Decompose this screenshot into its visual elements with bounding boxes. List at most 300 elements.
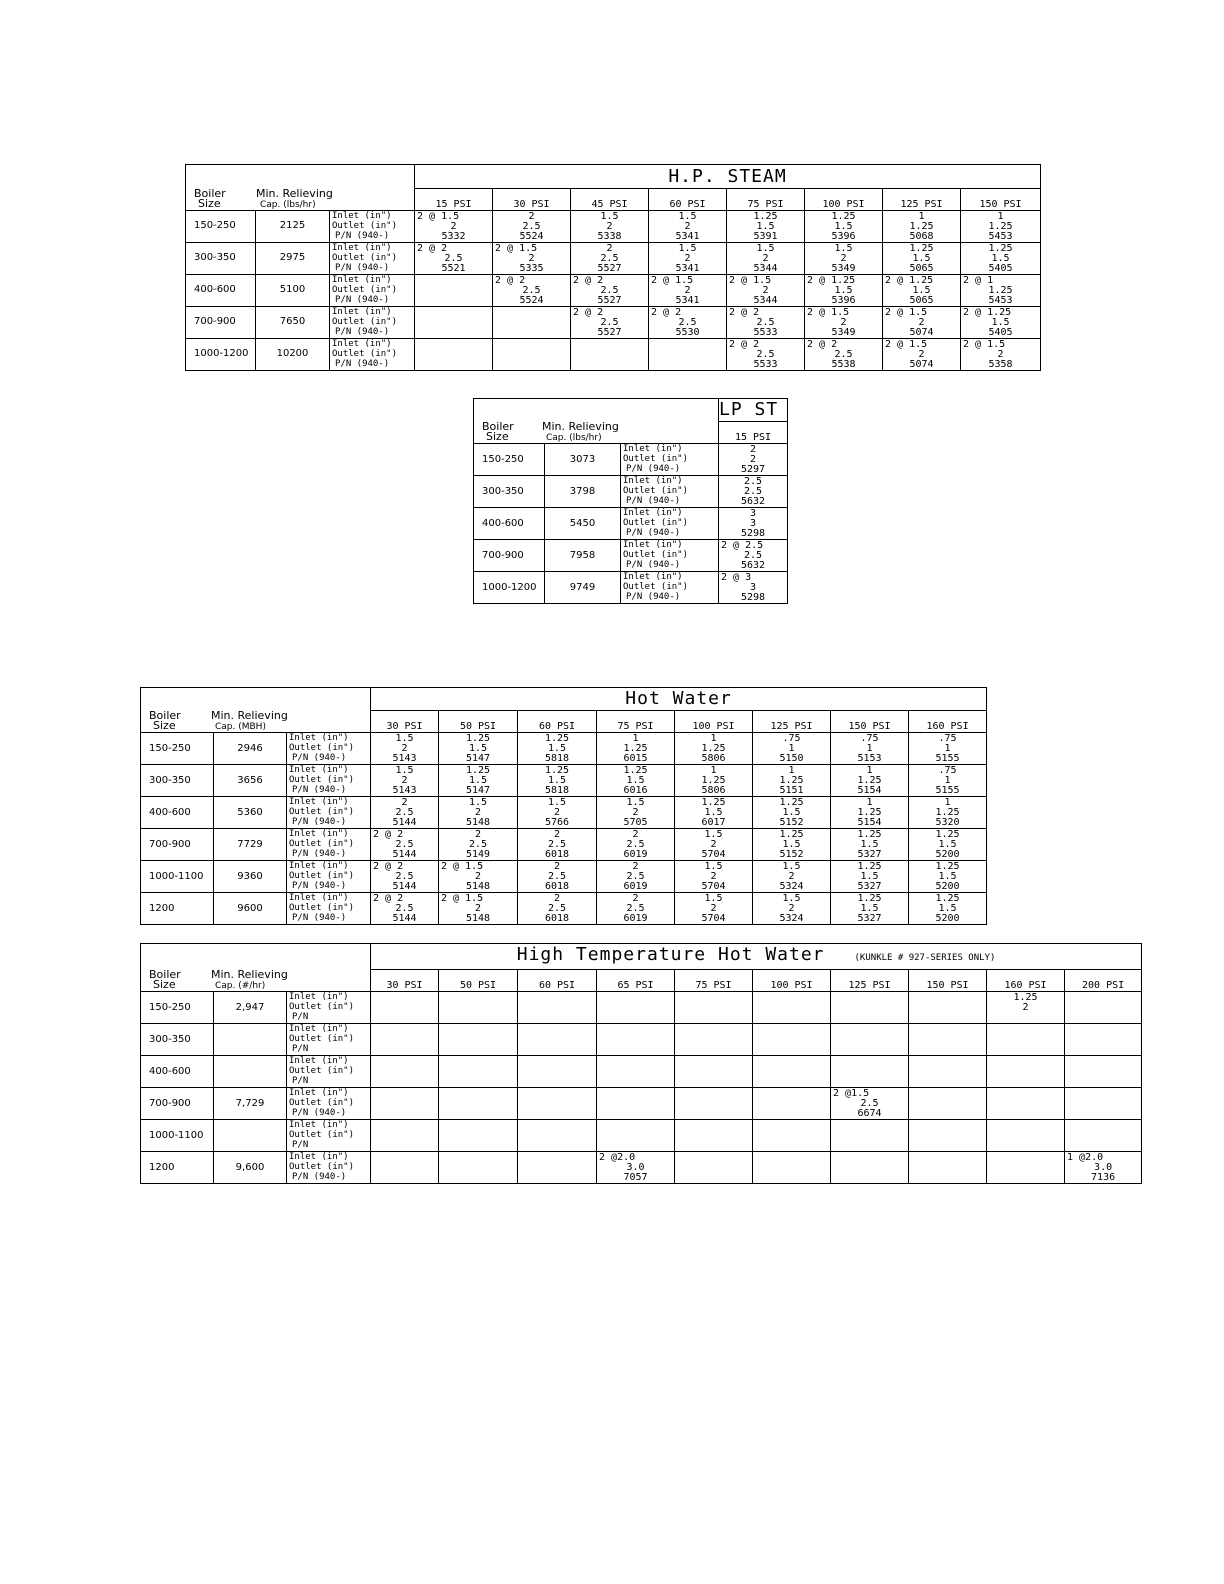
outlet-size: 2.5	[547, 839, 567, 850]
valve-cell	[597, 765, 675, 797]
valve-cell	[597, 733, 675, 765]
inlet-label: Inlet (in")	[289, 1152, 349, 1162]
inlet-size: 1 @2.0	[1067, 1152, 1104, 1163]
outlet-size: 2	[710, 903, 717, 914]
valve-cell	[753, 893, 831, 925]
valve-cell	[439, 1024, 518, 1056]
valve-cell	[987, 1088, 1065, 1120]
inlet-size: 1.25	[857, 861, 882, 872]
valve-cell	[597, 893, 675, 925]
inlet-size: 1.25	[623, 765, 648, 776]
part-number: 5298	[740, 592, 766, 603]
valve-cell	[439, 1120, 518, 1152]
part-number: 5155	[935, 753, 960, 764]
inlet-size: 2 @ 1.5	[729, 274, 772, 286]
header-line-1	[482, 422, 718, 432]
boiler-size: 400-600	[186, 274, 256, 306]
valve-cell	[909, 1056, 987, 1088]
table-row	[186, 210, 1041, 242]
part-number: 5538	[831, 358, 856, 370]
part-number: 5358	[988, 358, 1013, 370]
valve-cell	[909, 1120, 987, 1152]
inlet-size: 2 @2.0	[599, 1152, 636, 1163]
min-relieving-capacity: 5450	[545, 508, 621, 540]
boiler-label: Boiler	[194, 188, 226, 200]
valve-cell	[675, 829, 753, 861]
inlet-size: 2 @ 2	[417, 242, 448, 254]
inlet-size: 1.5	[704, 861, 723, 872]
part-number: 5152	[779, 817, 804, 828]
part-number: 5806	[701, 785, 726, 796]
part-number: 5453	[988, 294, 1013, 306]
min-relieving-capacity: 7729	[214, 829, 287, 861]
outlet-size: 2	[918, 348, 925, 360]
inlet-size: 2	[554, 893, 561, 904]
part-number: 5327	[857, 913, 882, 924]
valve-cell	[727, 210, 805, 242]
outlet-size: 1	[944, 743, 951, 754]
outlet-size: 1.5	[547, 775, 567, 786]
part-number: 5320	[935, 817, 960, 828]
inlet-size: 1.25	[1013, 992, 1038, 1003]
inlet-label: Inlet (in")	[623, 508, 683, 518]
part-number: 5344	[753, 262, 778, 274]
valve-cell	[518, 893, 597, 925]
inlet-label: Inlet (in")	[332, 242, 392, 253]
outlet-label: Outlet (in")	[623, 582, 689, 592]
valve-cell	[831, 893, 909, 925]
min-relieving-capacity: 2975	[256, 242, 330, 274]
part-number: 5341	[675, 262, 700, 274]
outlet-size: 2.5	[600, 316, 619, 328]
part-number: 5144	[392, 849, 417, 860]
outlet-size: 2.5	[600, 252, 619, 264]
inlet-size: 1.5	[704, 893, 723, 904]
min-relieving-capacity: 7958	[545, 540, 621, 572]
outlet-size: 2.5	[678, 316, 697, 328]
table-row	[474, 444, 788, 476]
valve-cell	[753, 1056, 831, 1088]
valve-cell	[909, 861, 987, 893]
valve-cell	[805, 306, 883, 338]
table-title-text: LP ST	[719, 399, 779, 420]
outlet-size: 1	[866, 743, 873, 754]
outlet-size: 3	[750, 582, 757, 593]
row-labels	[330, 338, 415, 370]
valve-cell	[753, 797, 831, 829]
valve-cell	[439, 797, 518, 829]
inlet-size: 1.25	[935, 861, 960, 872]
table-title	[371, 688, 987, 711]
outlet-label: Outlet (in")	[289, 1002, 355, 1012]
part-number: 5327	[857, 849, 882, 860]
outlet-size: 1.5	[834, 220, 853, 232]
title-row	[186, 165, 1041, 189]
valve-cell	[727, 306, 805, 338]
inlet-size: 2	[750, 444, 757, 455]
psi-column-header: 65 PSI	[597, 970, 675, 992]
outlet-size: 2.5	[834, 348, 853, 360]
valve-cell	[518, 992, 597, 1024]
inlet-size: 1.25	[831, 210, 856, 222]
part-number-label: P/N (940-)	[626, 464, 681, 474]
valve-cell	[961, 306, 1041, 338]
valve-cell	[597, 1056, 675, 1088]
title-row	[474, 399, 788, 422]
outlet-size: 2	[632, 807, 639, 818]
outlet-size: 2	[684, 284, 691, 296]
part-number: 5396	[831, 230, 856, 242]
part-number-label: P/N (940-)	[626, 560, 681, 570]
part-number-label: P/N (940-)	[292, 817, 347, 827]
min-relieving-label: Min. Relieving	[542, 421, 619, 433]
part-number-label: P/N (940-)	[335, 326, 390, 337]
outlet-size: 2.5	[626, 903, 645, 914]
outlet-label: Outlet (in")	[623, 454, 689, 464]
psi-column-header: 60 PSI	[518, 970, 597, 992]
valve-cell	[597, 1088, 675, 1120]
valve-cell	[371, 765, 439, 797]
inlet-size: 1.5	[834, 242, 853, 254]
inlet-size: 2 @ 2	[651, 306, 682, 318]
outlet-size: 1.5	[782, 807, 801, 818]
outlet-size: 2	[762, 284, 769, 296]
part-number: 5155	[935, 785, 960, 796]
inlet-label: Inlet (in")	[289, 1056, 349, 1066]
inlet-label: Inlet (in")	[332, 306, 392, 317]
valve-cell	[415, 338, 493, 370]
row-labels	[287, 992, 371, 1024]
inlet-size: 1.25	[779, 829, 804, 840]
part-number: 5148	[465, 913, 491, 924]
inlet-size: 2 @ 2	[573, 274, 604, 286]
outlet-size: 1.25	[857, 775, 882, 786]
inlet-size: 1.5	[600, 210, 619, 222]
part-number: 5349	[831, 262, 856, 274]
valve-cell	[909, 1088, 987, 1120]
outlet-size: 1.5	[626, 775, 645, 786]
valve-cell	[831, 797, 909, 829]
inlet-size: 1.25	[465, 733, 491, 744]
part-number: 5405	[988, 262, 1013, 274]
inlet-size: 2 @ 2	[495, 274, 526, 286]
outlet-size: 2.5	[395, 839, 414, 850]
psi-column-header: 60 PSI	[518, 711, 597, 733]
valve-cell	[805, 210, 883, 242]
valve-cell	[753, 1088, 831, 1120]
outlet-size: 2	[401, 743, 408, 754]
valve-cell	[597, 797, 675, 829]
inlet-size: 1.5	[395, 765, 414, 776]
min-relieving-label: Min. Relieving	[211, 969, 288, 981]
outlet-size: 1.25	[988, 284, 1013, 296]
outlet-label: Outlet (in")	[289, 743, 355, 753]
valve-cell	[909, 1152, 987, 1184]
valve-cell	[961, 210, 1041, 242]
valve-cell	[371, 1120, 439, 1152]
outlet-size: 1.5	[991, 252, 1010, 264]
inlet-size: 2 @ 3	[721, 572, 752, 583]
inlet-label: Inlet (in")	[332, 338, 392, 349]
inlet-label: Inlet (in")	[289, 765, 349, 775]
outlet-size: 1.5	[938, 871, 957, 882]
outlet-size: 1.5	[912, 284, 931, 296]
inlet-size: 2 @ 1.5	[441, 861, 484, 872]
psi-column-header: 125 PSI	[753, 711, 831, 733]
valve-cell	[675, 893, 753, 925]
valve-cell	[675, 1152, 753, 1184]
inlet-size: 2 @ 1.5	[495, 242, 538, 254]
inlet-size: 1.25	[465, 765, 491, 776]
outlet-size: 1.5	[704, 807, 723, 818]
outlet-label: Outlet (in")	[332, 252, 398, 263]
inlet-label: Inlet (in")	[332, 210, 392, 221]
table-row	[141, 893, 987, 925]
inlet-size: 2 @ 1.5	[651, 274, 694, 286]
outlet-size: 1.5	[991, 316, 1010, 328]
valve-cell	[909, 893, 987, 925]
inlet-size: 1	[710, 765, 717, 776]
psi-column-header: 50 PSI	[439, 711, 518, 733]
inlet-label: Inlet (in")	[289, 1120, 349, 1130]
outlet-label: Outlet (in")	[289, 1066, 355, 1076]
boiler-size: 1000-1200	[474, 572, 545, 604]
part-number-label: P/N (940-)	[292, 849, 347, 859]
header-row	[474, 422, 788, 444]
outlet-size: 2.5	[626, 871, 645, 882]
part-number-label: P/N (940-)	[335, 358, 390, 369]
valve-cell	[518, 829, 597, 861]
psi-column-header: 160 PSI	[909, 711, 987, 733]
inlet-size: 1.25	[935, 829, 960, 840]
table-row	[474, 508, 788, 540]
outlet-label: Outlet (in")	[289, 903, 355, 913]
valve-cell	[371, 1056, 439, 1088]
psi-column-header: 30 PSI	[371, 970, 439, 992]
valve-cell	[909, 829, 987, 861]
outlet-size: 1.25	[701, 775, 726, 786]
part-number-label: P/N	[292, 1140, 309, 1150]
part-number: 5632	[740, 560, 766, 571]
inlet-label: Inlet (in")	[289, 861, 349, 871]
inlet-size: 2 @ 1	[963, 274, 994, 286]
valve-cell	[439, 861, 518, 893]
psi-column-header: 150 PSI	[961, 189, 1041, 211]
inlet-label: Inlet (in")	[623, 444, 683, 454]
hot-water-table	[140, 687, 987, 925]
valve-cell	[1065, 1056, 1142, 1088]
valve-cell	[883, 210, 961, 242]
capacity-label: Cap. (lbs/hr)	[546, 432, 602, 443]
valve-cell	[675, 992, 753, 1024]
inlet-size: 1.5	[626, 797, 645, 808]
header-line-2	[149, 977, 370, 991]
valve-cell	[439, 733, 518, 765]
outlet-label: Outlet (in")	[289, 839, 355, 849]
valve-cell	[675, 765, 753, 797]
row-labels	[287, 733, 371, 765]
inlet-size: 2	[554, 829, 561, 840]
valve-cell	[805, 242, 883, 274]
capacity-label: Cap. (#/hr)	[215, 980, 266, 991]
outlet-size: 2.5	[395, 807, 414, 818]
part-number: 5705	[623, 817, 648, 828]
part-number-label: P/N (940-)	[292, 753, 347, 763]
valve-cell	[571, 338, 649, 370]
table-row	[141, 992, 1142, 1024]
outlet-size: 2.5	[547, 871, 567, 882]
psi-column-header: 45 PSI	[571, 189, 649, 211]
inlet-size: 2 @ 1.5	[885, 306, 928, 318]
part-number-label: P/N (940-)	[335, 230, 390, 241]
outlet-size: 2.5	[626, 839, 645, 850]
part-number-label: P/N (940-)	[292, 881, 347, 891]
valve-cell	[961, 242, 1041, 274]
inlet-size: 2 @ 1.5	[441, 893, 484, 904]
outlet-size: 2	[788, 871, 795, 882]
outlet-size: 2.5	[468, 839, 488, 850]
table-row	[186, 242, 1041, 274]
valve-cell	[597, 829, 675, 861]
valve-cell	[371, 1152, 439, 1184]
part-number: 7136	[1091, 1172, 1116, 1183]
psi-column-header: 30 PSI	[371, 711, 439, 733]
outlet-size: 3.0	[626, 1162, 645, 1173]
valve-cell	[961, 338, 1041, 370]
inlet-size: 1.25	[779, 797, 804, 808]
inlet-size: .75	[938, 733, 957, 744]
outlet-size: 2	[762, 252, 769, 264]
boiler-size: 1000-1200	[186, 338, 256, 370]
table-row	[474, 476, 788, 508]
inlet-size: 1.25	[857, 829, 882, 840]
part-number: 5152	[779, 849, 804, 860]
psi-column-header: 15 PSI	[415, 189, 493, 211]
valve-cell	[831, 1024, 909, 1056]
valve-cell	[415, 242, 493, 274]
valve-cell	[909, 1024, 987, 1056]
boiler-size: 300-350	[141, 765, 214, 797]
valve-cell	[371, 797, 439, 829]
inlet-size: .75	[782, 733, 801, 744]
lp-steam-table	[473, 398, 788, 604]
valve-cell	[909, 765, 987, 797]
part-number: 5150	[779, 753, 804, 764]
min-relieving-capacity: 2946	[214, 733, 287, 765]
row-labels	[287, 861, 371, 893]
inlet-size: 2 @ 2	[807, 338, 838, 350]
column-header-labels	[141, 711, 371, 733]
valve-cell	[753, 992, 831, 1024]
valve-cell	[597, 1120, 675, 1152]
valve-cell	[518, 765, 597, 797]
valve-cell	[439, 829, 518, 861]
valve-cell	[961, 274, 1041, 306]
outlet-size: 2.5	[756, 348, 775, 360]
min-relieving-capacity	[214, 1056, 287, 1088]
outlet-label: Outlet (in")	[332, 220, 398, 231]
valve-cell	[597, 1152, 675, 1184]
column-header-labels	[141, 970, 371, 992]
inlet-size: 2 @1.5	[833, 1088, 870, 1099]
boiler-size: 700-900	[474, 540, 545, 572]
valve-cell	[719, 508, 788, 540]
valve-cell	[649, 242, 727, 274]
row-labels	[621, 476, 719, 508]
valve-cell	[597, 992, 675, 1024]
row-labels	[287, 1024, 371, 1056]
part-number: 5524	[519, 294, 544, 306]
valve-cell	[883, 338, 961, 370]
valve-cell	[909, 992, 987, 1024]
part-number: 6019	[623, 849, 648, 860]
part-number: 6015	[623, 753, 648, 764]
size-label: Size	[486, 429, 509, 443]
table-title-text: H.P. STEAM	[668, 166, 787, 187]
outlet-size: 1.25	[779, 775, 804, 786]
inlet-label: Inlet (in")	[332, 274, 392, 285]
boiler-size: 400-600	[141, 797, 214, 829]
inlet-size: 1.25	[544, 765, 570, 776]
min-relieving-capacity: 9749	[545, 572, 621, 604]
part-number-label: P/N (940-)	[626, 528, 681, 538]
part-number: 5332	[441, 230, 466, 242]
min-relieving-capacity: 7650	[256, 306, 330, 338]
part-number: 5521	[441, 262, 466, 274]
outlet-size: 3.0	[1094, 1162, 1113, 1173]
valve-cell	[518, 797, 597, 829]
part-number-label: P/N (940-)	[292, 1172, 347, 1182]
outlet-label: Outlet (in")	[289, 1098, 355, 1108]
row-labels	[621, 444, 719, 476]
part-number: 5068	[909, 230, 934, 242]
part-number: 5632	[740, 496, 766, 507]
part-number: 5704	[701, 881, 726, 892]
inlet-size: 2	[528, 210, 535, 222]
boiler-size: 1000-1100	[141, 861, 214, 893]
table-title-text: High Temperature Hot Water	[516, 944, 825, 965]
header-line-1	[149, 711, 370, 721]
part-number: 6018	[544, 881, 570, 892]
valve-cell	[753, 1120, 831, 1152]
inlet-label: Inlet (in")	[289, 893, 349, 903]
inlet-size: 3	[750, 508, 757, 519]
valve-cell	[987, 1120, 1065, 1152]
capacity-label: Cap. (MBH)	[215, 721, 266, 732]
inlet-size: 2 @ 1.25	[963, 306, 1012, 318]
inlet-size: 2 @ 1.5	[807, 306, 850, 318]
part-number: 6017	[701, 817, 726, 828]
header-line-1	[149, 970, 370, 980]
table-row	[474, 572, 788, 604]
table-row	[141, 1152, 1142, 1184]
part-number: 5065	[909, 294, 934, 306]
valve-cell	[675, 1056, 753, 1088]
boiler-label: Boiler	[149, 969, 181, 981]
valve-cell	[675, 797, 753, 829]
inlet-size: 1.5	[468, 797, 488, 808]
part-number-label: P/N (940-)	[292, 913, 347, 923]
outlet-label: Outlet (in")	[289, 1034, 355, 1044]
valve-cell	[675, 1024, 753, 1056]
min-relieving-capacity: 5100	[256, 274, 330, 306]
valve-cell	[439, 1152, 518, 1184]
outlet-size: 2.5	[395, 871, 414, 882]
valve-cell	[439, 765, 518, 797]
header-blank	[186, 165, 415, 189]
valve-cell	[1065, 1088, 1142, 1120]
outlet-label: Outlet (in")	[289, 807, 355, 817]
